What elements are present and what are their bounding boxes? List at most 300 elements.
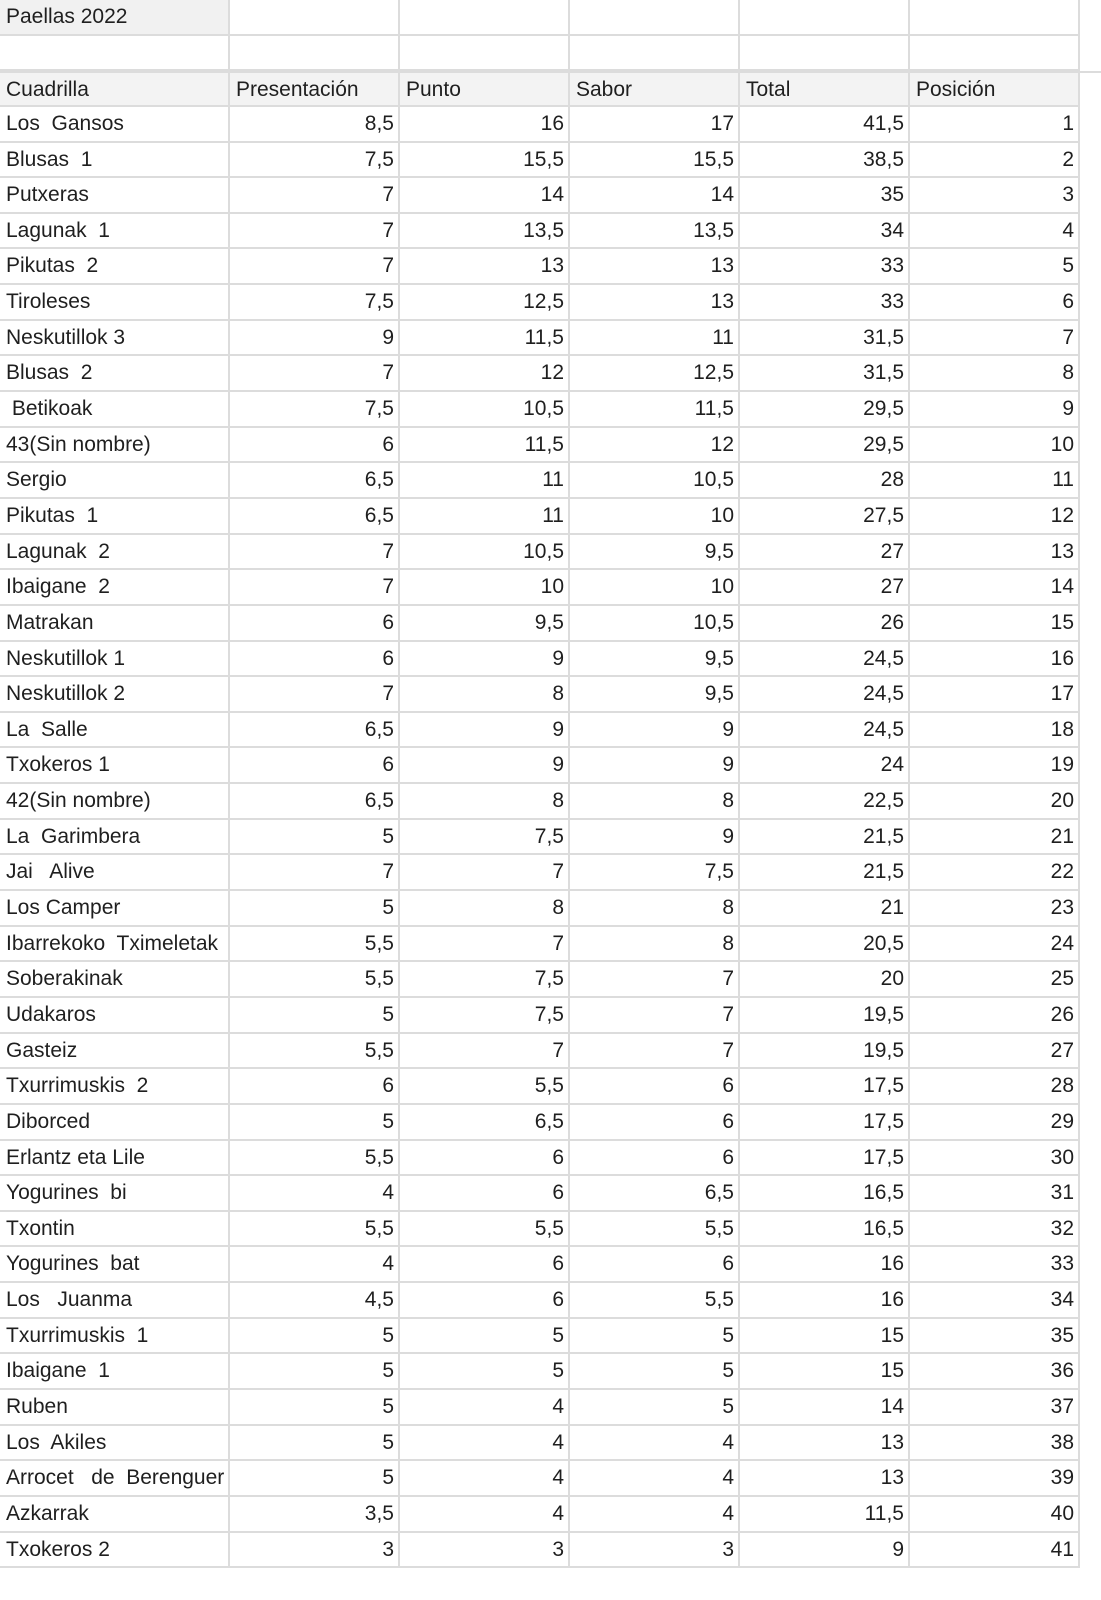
presentacion-cell[interactable]: 5,5 [230, 1034, 400, 1070]
table-row [0, 1319, 1101, 1355]
sabor-cell[interactable]: 5 [570, 1390, 740, 1426]
punto-cell[interactable]: 16 [400, 107, 570, 143]
presentacion-cell[interactable]: 5,5 [230, 962, 400, 998]
table-row [0, 855, 1101, 891]
cuadrilla-cell[interactable]: Txurrimuskis 2 [0, 1069, 230, 1105]
total-cell[interactable]: 20,5 [740, 927, 910, 963]
punto-cell[interactable]: 15,5 [400, 143, 570, 179]
posicion-cell[interactable]: 36 [910, 1354, 1080, 1390]
punto-cell[interactable]: 11 [400, 463, 570, 499]
cuadrilla-cell[interactable]: 42(Sin nombre) [0, 784, 230, 820]
cuadrilla-cell[interactable]: Ibarrekoko Tximeletak [0, 927, 230, 963]
sabor-cell[interactable]: 12 [570, 428, 740, 464]
total-cell[interactable]: 35 [740, 178, 910, 214]
presentacion-cell[interactable]: 5 [230, 1461, 400, 1497]
sabor-cell[interactable]: 13 [570, 249, 740, 285]
sabor-cell[interactable]: 9,5 [570, 677, 740, 713]
empty-cell[interactable] [740, 36, 910, 72]
presentacion-cell[interactable]: 5,5 [230, 1141, 400, 1177]
presentacion-cell[interactable]: 5 [230, 820, 400, 856]
cuadrilla-cell[interactable]: Gasteiz [0, 1034, 230, 1070]
sabor-cell[interactable]: 8 [570, 927, 740, 963]
punto-cell[interactable]: 14 [400, 178, 570, 214]
cuadrilla-cell[interactable]: Txokeros 2 [0, 1533, 230, 1569]
posicion-cell[interactable]: 18 [910, 713, 1080, 749]
punto-cell[interactable]: 9 [400, 713, 570, 749]
table-row [0, 642, 1101, 678]
posicion-cell[interactable]: 27 [910, 1034, 1080, 1070]
table-row [0, 499, 1101, 535]
posicion-cell[interactable]: 12 [910, 499, 1080, 535]
posicion-cell[interactable]: 6 [910, 285, 1080, 321]
total-cell[interactable]: 14 [740, 1390, 910, 1426]
posicion-cell[interactable]: 24 [910, 927, 1080, 963]
cuadrilla-cell[interactable]: Diborced [0, 1105, 230, 1141]
presentacion-cell[interactable]: 5 [230, 891, 400, 927]
posicion-cell[interactable]: 14 [910, 570, 1080, 606]
posicion-cell[interactable]: 38 [910, 1426, 1080, 1462]
sabor-cell[interactable]: 9,5 [570, 642, 740, 678]
sabor-cell[interactable]: 12,5 [570, 356, 740, 392]
sabor-cell[interactable]: 10 [570, 570, 740, 606]
presentacion-cell[interactable]: 5,5 [230, 1212, 400, 1248]
punto-cell[interactable]: 6 [400, 1176, 570, 1212]
total-cell[interactable]: 16 [740, 1283, 910, 1319]
sabor-cell[interactable]: 15,5 [570, 143, 740, 179]
posicion-cell[interactable]: 33 [910, 1247, 1080, 1283]
total-cell[interactable]: 26 [740, 606, 910, 642]
posicion-cell[interactable]: 34 [910, 1283, 1080, 1319]
total-cell[interactable]: 9 [740, 1533, 910, 1569]
empty-cell[interactable] [400, 36, 570, 72]
posicion-cell[interactable]: 13 [910, 535, 1080, 571]
presentacion-cell[interactable]: 7 [230, 356, 400, 392]
punto-cell[interactable]: 10,5 [400, 535, 570, 571]
total-cell[interactable]: 11,5 [740, 1497, 910, 1533]
total-cell[interactable]: 19,5 [740, 1034, 910, 1070]
table-row [0, 249, 1101, 285]
table-row [0, 748, 1101, 784]
total-cell[interactable]: 13 [740, 1461, 910, 1497]
posicion-cell[interactable]: 5 [910, 249, 1080, 285]
presentacion-cell[interactable]: 7,5 [230, 143, 400, 179]
presentacion-cell[interactable]: 7,5 [230, 285, 400, 321]
presentacion-cell[interactable]: 6 [230, 1069, 400, 1105]
sabor-cell[interactable]: 13,5 [570, 214, 740, 250]
punto-cell[interactable]: 11,5 [400, 321, 570, 357]
presentacion-cell[interactable]: 7 [230, 570, 400, 606]
posicion-cell[interactable]: 7 [910, 321, 1080, 357]
cuadrilla-cell[interactable]: Yogurines bat [0, 1247, 230, 1283]
punto-cell[interactable]: 8 [400, 677, 570, 713]
presentacion-cell[interactable]: 6,5 [230, 499, 400, 535]
sabor-cell[interactable]: 6 [570, 1105, 740, 1141]
sabor-cell[interactable]: 13 [570, 285, 740, 321]
posicion-cell[interactable]: 11 [910, 463, 1080, 499]
presentacion-cell[interactable]: 5 [230, 1319, 400, 1355]
total-cell[interactable]: 29,5 [740, 392, 910, 428]
table-row [0, 1461, 1101, 1497]
cuadrilla-cell[interactable]: La Garimbera [0, 820, 230, 856]
cuadrilla-cell[interactable]: Neskutillok 2 [0, 677, 230, 713]
table-row [0, 1247, 1101, 1283]
presentacion-cell[interactable]: 6,5 [230, 784, 400, 820]
blank-row [0, 36, 1101, 72]
table-row [0, 1069, 1101, 1105]
posicion-cell[interactable]: 35 [910, 1319, 1080, 1355]
posicion-cell[interactable]: 1 [910, 107, 1080, 143]
presentacion-cell[interactable]: 6 [230, 428, 400, 464]
table-row [0, 143, 1101, 179]
punto-cell[interactable]: 8 [400, 784, 570, 820]
sabor-cell[interactable]: 11,5 [570, 392, 740, 428]
cuadrilla-cell[interactable]: Ruben [0, 1390, 230, 1426]
empty-cell[interactable] [740, 0, 910, 36]
punto-cell[interactable]: 5 [400, 1354, 570, 1390]
posicion-cell[interactable]: 17 [910, 677, 1080, 713]
posicion-cell[interactable]: 15 [910, 606, 1080, 642]
total-cell[interactable]: 27 [740, 570, 910, 606]
table-row [0, 1105, 1101, 1141]
table-row [0, 463, 1101, 499]
sheet-title-cell[interactable]: Paellas 2022 [0, 0, 230, 36]
posicion-cell[interactable]: 30 [910, 1141, 1080, 1177]
presentacion-cell[interactable]: 4 [230, 1176, 400, 1212]
posicion-cell[interactable]: 40 [910, 1497, 1080, 1533]
empty-cell[interactable] [570, 0, 740, 36]
table-row [0, 1533, 1101, 1569]
presentacion-cell[interactable]: 7 [230, 855, 400, 891]
posicion-cell[interactable]: 23 [910, 891, 1080, 927]
table-row [0, 214, 1101, 250]
presentacion-cell[interactable]: 6,5 [230, 713, 400, 749]
cuadrilla-cell[interactable]: Tiroleses [0, 285, 230, 321]
table-row [0, 1212, 1101, 1248]
sabor-cell[interactable]: 5 [570, 1319, 740, 1355]
total-cell[interactable]: 27 [740, 535, 910, 571]
cuadrilla-cell[interactable]: Lagunak 2 [0, 535, 230, 571]
posicion-cell[interactable]: 3 [910, 178, 1080, 214]
table-row [0, 1176, 1101, 1212]
table-row [0, 998, 1101, 1034]
presentacion-cell[interactable]: 6,5 [230, 463, 400, 499]
punto-cell[interactable]: 7,5 [400, 998, 570, 1034]
presentacion-cell[interactable]: 7 [230, 214, 400, 250]
total-cell[interactable]: 29,5 [740, 428, 910, 464]
sabor-cell[interactable]: 8 [570, 891, 740, 927]
cuadrilla-cell[interactable]: Matrakan [0, 606, 230, 642]
total-cell[interactable]: 20 [740, 962, 910, 998]
header-sabor[interactable]: Sabor [570, 73, 740, 107]
table-row [0, 962, 1101, 998]
punto-cell[interactable]: 4 [400, 1461, 570, 1497]
table-row [0, 677, 1101, 713]
total-cell[interactable]: 16,5 [740, 1212, 910, 1248]
table-row [0, 1426, 1101, 1462]
cuadrilla-cell[interactable]: La Salle [0, 713, 230, 749]
empty-cell[interactable] [0, 36, 230, 72]
cuadrilla-cell[interactable]: Jai Alive [0, 855, 230, 891]
punto-cell[interactable]: 6,5 [400, 1105, 570, 1141]
empty-cell[interactable] [230, 0, 400, 36]
cuadrilla-cell[interactable]: Los Camper [0, 891, 230, 927]
sabor-cell[interactable]: 6 [570, 1247, 740, 1283]
punto-cell[interactable]: 7 [400, 927, 570, 963]
punto-cell[interactable]: 6 [400, 1141, 570, 1177]
header-punto[interactable]: Punto [400, 73, 570, 107]
sabor-cell[interactable]: 6 [570, 1069, 740, 1105]
empty-cell[interactable] [570, 36, 740, 72]
sabor-cell[interactable]: 7 [570, 1034, 740, 1070]
presentacion-cell[interactable]: 7 [230, 249, 400, 285]
presentacion-cell[interactable]: 9 [230, 321, 400, 357]
cuadrilla-cell[interactable]: Yogurines bi [0, 1176, 230, 1212]
cuadrilla-cell[interactable]: Los Juanma [0, 1283, 230, 1319]
cuadrilla-cell[interactable]: Pikutas 2 [0, 249, 230, 285]
presentacion-cell[interactable]: 7 [230, 535, 400, 571]
sabor-cell[interactable]: 10,5 [570, 463, 740, 499]
punto-cell[interactable]: 4 [400, 1497, 570, 1533]
presentacion-cell[interactable]: 5 [230, 1354, 400, 1390]
total-cell[interactable]: 34 [740, 214, 910, 250]
sabor-cell[interactable]: 7 [570, 998, 740, 1034]
total-cell[interactable]: 17,5 [740, 1105, 910, 1141]
header-row [0, 71, 1101, 107]
cuadrilla-cell[interactable]: Blusas 1 [0, 143, 230, 179]
presentacion-cell[interactable]: 4 [230, 1247, 400, 1283]
punto-cell[interactable]: 3 [400, 1533, 570, 1569]
presentacion-cell[interactable]: 3 [230, 1533, 400, 1569]
total-cell[interactable]: 24,5 [740, 713, 910, 749]
total-cell[interactable]: 31,5 [740, 321, 910, 357]
sabor-cell[interactable]: 5,5 [570, 1283, 740, 1319]
sabor-cell[interactable]: 8 [570, 784, 740, 820]
sabor-cell[interactable]: 14 [570, 178, 740, 214]
posicion-cell[interactable]: 19 [910, 748, 1080, 784]
punto-cell[interactable]: 11 [400, 499, 570, 535]
punto-cell[interactable]: 8 [400, 891, 570, 927]
total-cell[interactable]: 31,5 [740, 356, 910, 392]
posicion-cell[interactable]: 41 [910, 1533, 1080, 1569]
posicion-cell[interactable]: 28 [910, 1069, 1080, 1105]
cuadrilla-cell[interactable]: Neskutillok 3 [0, 321, 230, 357]
punto-cell[interactable]: 5,5 [400, 1212, 570, 1248]
presentacion-cell[interactable]: 5,5 [230, 927, 400, 963]
cuadrilla-cell[interactable]: Los Gansos [0, 107, 230, 143]
cuadrilla-cell[interactable]: Putxeras [0, 178, 230, 214]
punto-cell[interactable]: 7 [400, 855, 570, 891]
punto-cell[interactable]: 6 [400, 1283, 570, 1319]
cuadrilla-cell[interactable]: Arrocet de Berenguer [0, 1461, 230, 1497]
table-row [0, 1497, 1101, 1533]
cuadrilla-cell[interactable]: Txontin [0, 1212, 230, 1248]
sabor-cell[interactable]: 7,5 [570, 855, 740, 891]
posicion-cell[interactable]: 26 [910, 998, 1080, 1034]
cuadrilla-cell[interactable]: Lagunak 1 [0, 214, 230, 250]
punto-cell[interactable]: 4 [400, 1390, 570, 1426]
cuadrilla-cell[interactable]: Azkarrak [0, 1497, 230, 1533]
posicion-cell[interactable]: 37 [910, 1390, 1080, 1426]
punto-cell[interactable]: 12,5 [400, 285, 570, 321]
total-cell[interactable]: 21,5 [740, 820, 910, 856]
title-row [0, 0, 1101, 36]
total-cell[interactable]: 24,5 [740, 642, 910, 678]
total-cell[interactable]: 24,5 [740, 677, 910, 713]
table-row [0, 428, 1101, 464]
empty-cell[interactable] [910, 0, 1080, 36]
punto-cell[interactable]: 7 [400, 1034, 570, 1070]
sabor-cell[interactable]: 10 [570, 499, 740, 535]
cuadrilla-cell[interactable]: Udakaros [0, 998, 230, 1034]
punto-cell[interactable]: 13 [400, 249, 570, 285]
table-row [0, 891, 1101, 927]
presentacion-cell[interactable]: 3,5 [230, 1497, 400, 1533]
posicion-cell[interactable]: 20 [910, 784, 1080, 820]
total-cell[interactable]: 15 [740, 1319, 910, 1355]
sabor-cell[interactable]: 6,5 [570, 1176, 740, 1212]
total-cell[interactable]: 13 [740, 1426, 910, 1462]
presentacion-cell[interactable]: 6 [230, 642, 400, 678]
presentacion-cell[interactable]: 6 [230, 606, 400, 642]
empty-cell[interactable] [400, 0, 570, 36]
header-presentacion[interactable]: Presentación [230, 73, 400, 107]
total-cell[interactable]: 38,5 [740, 143, 910, 179]
presentacion-cell[interactable]: 5 [230, 1426, 400, 1462]
sabor-cell[interactable]: 11 [570, 321, 740, 357]
sabor-cell[interactable]: 3 [570, 1533, 740, 1569]
cuadrilla-cell[interactable]: Erlantz eta Lile [0, 1141, 230, 1177]
total-cell[interactable]: 15 [740, 1354, 910, 1390]
cuadrilla-cell[interactable]: 43(Sin nombre) [0, 428, 230, 464]
total-cell[interactable]: 28 [740, 463, 910, 499]
empty-cell[interactable] [230, 36, 400, 72]
cuadrilla-cell[interactable]: Soberakinak [0, 962, 230, 998]
cuadrilla-cell[interactable]: Sergio [0, 463, 230, 499]
header-cuadrilla[interactable]: Cuadrilla [0, 73, 230, 107]
cuadrilla-cell[interactable]: Txurrimuskis 1 [0, 1319, 230, 1355]
punto-cell[interactable]: 9 [400, 642, 570, 678]
sabor-cell[interactable]: 9 [570, 748, 740, 784]
cuadrilla-cell[interactable]: Neskutillok 1 [0, 642, 230, 678]
total-cell[interactable]: 16 [740, 1247, 910, 1283]
table-row [0, 1354, 1101, 1390]
presentacion-cell[interactable]: 5 [230, 998, 400, 1034]
empty-cell[interactable] [910, 36, 1080, 72]
total-cell[interactable]: 33 [740, 249, 910, 285]
table-row [0, 927, 1101, 963]
sabor-cell[interactable]: 5 [570, 1354, 740, 1390]
sabor-cell[interactable]: 9 [570, 820, 740, 856]
presentacion-cell[interactable]: 6 [230, 748, 400, 784]
posicion-cell[interactable]: 21 [910, 820, 1080, 856]
total-cell[interactable]: 21,5 [740, 855, 910, 891]
sabor-cell[interactable]: 9 [570, 713, 740, 749]
header-total[interactable]: Total [740, 73, 910, 107]
total-cell[interactable]: 16,5 [740, 1176, 910, 1212]
punto-cell[interactable]: 10 [400, 570, 570, 606]
table-row [0, 570, 1101, 606]
table-row [0, 321, 1101, 357]
presentacion-cell[interactable]: 8,5 [230, 107, 400, 143]
sabor-cell[interactable]: 9,5 [570, 535, 740, 571]
total-cell[interactable]: 41,5 [740, 107, 910, 143]
presentacion-cell[interactable]: 7 [230, 677, 400, 713]
total-cell[interactable]: 21 [740, 891, 910, 927]
punto-cell[interactable]: 12 [400, 356, 570, 392]
punto-cell[interactable]: 5,5 [400, 1069, 570, 1105]
total-cell[interactable]: 17,5 [740, 1141, 910, 1177]
punto-cell[interactable]: 9 [400, 748, 570, 784]
punto-cell[interactable]: 13,5 [400, 214, 570, 250]
table-row [0, 1283, 1101, 1319]
posicion-cell[interactable]: 4 [910, 214, 1080, 250]
total-cell[interactable]: 27,5 [740, 499, 910, 535]
presentacion-cell[interactable]: 5 [230, 1105, 400, 1141]
punto-cell[interactable]: 7,5 [400, 962, 570, 998]
presentacion-cell[interactable]: 4,5 [230, 1283, 400, 1319]
posicion-cell[interactable]: 8 [910, 356, 1080, 392]
sabor-cell[interactable]: 4 [570, 1426, 740, 1462]
posicion-cell[interactable]: 9 [910, 392, 1080, 428]
data-rows [0, 107, 1101, 1568]
sabor-cell[interactable]: 4 [570, 1497, 740, 1533]
cuadrilla-cell[interactable]: Txokeros 1 [0, 748, 230, 784]
cuadrilla-cell[interactable]: Ibaigane 2 [0, 570, 230, 606]
punto-cell[interactable]: 6 [400, 1247, 570, 1283]
posicion-cell[interactable]: 2 [910, 143, 1080, 179]
cuadrilla-cell[interactable]: Blusas 2 [0, 356, 230, 392]
header-posicion[interactable]: Posición [910, 73, 1080, 107]
sabor-cell[interactable]: 5,5 [570, 1212, 740, 1248]
punto-cell[interactable]: 5 [400, 1319, 570, 1355]
posicion-cell[interactable]: 10 [910, 428, 1080, 464]
cuadrilla-cell[interactable]: Betikoak [0, 392, 230, 428]
total-cell[interactable]: 19,5 [740, 998, 910, 1034]
total-cell[interactable]: 24 [740, 748, 910, 784]
sabor-cell[interactable]: 10,5 [570, 606, 740, 642]
sabor-cell[interactable]: 7 [570, 962, 740, 998]
total-cell[interactable]: 17,5 [740, 1069, 910, 1105]
punto-cell[interactable]: 9,5 [400, 606, 570, 642]
presentacion-cell[interactable]: 7,5 [230, 392, 400, 428]
posicion-cell[interactable]: 16 [910, 642, 1080, 678]
punto-cell[interactable]: 10,5 [400, 392, 570, 428]
posicion-cell[interactable]: 22 [910, 855, 1080, 891]
posicion-cell[interactable]: 31 [910, 1176, 1080, 1212]
punto-cell[interactable]: 4 [400, 1426, 570, 1462]
posicion-cell[interactable]: 32 [910, 1212, 1080, 1248]
table-row [0, 535, 1101, 571]
sabor-cell[interactable]: 4 [570, 1461, 740, 1497]
sabor-cell[interactable]: 6 [570, 1141, 740, 1177]
posicion-cell[interactable]: 39 [910, 1461, 1080, 1497]
table-row [0, 713, 1101, 749]
cuadrilla-cell[interactable]: Los Akiles [0, 1426, 230, 1462]
presentacion-cell[interactable]: 7 [230, 178, 400, 214]
total-cell[interactable]: 22,5 [740, 784, 910, 820]
table-row [0, 107, 1101, 143]
presentacion-cell[interactable]: 5 [230, 1390, 400, 1426]
total-cell[interactable]: 33 [740, 285, 910, 321]
cuadrilla-cell[interactable]: Ibaigane 1 [0, 1354, 230, 1390]
posicion-cell[interactable]: 29 [910, 1105, 1080, 1141]
punto-cell[interactable]: 11,5 [400, 428, 570, 464]
punto-cell[interactable]: 7,5 [400, 820, 570, 856]
posicion-cell[interactable]: 25 [910, 962, 1080, 998]
sabor-cell[interactable]: 17 [570, 107, 740, 143]
table-row [0, 820, 1101, 856]
cuadrilla-cell[interactable]: Pikutas 1 [0, 499, 230, 535]
